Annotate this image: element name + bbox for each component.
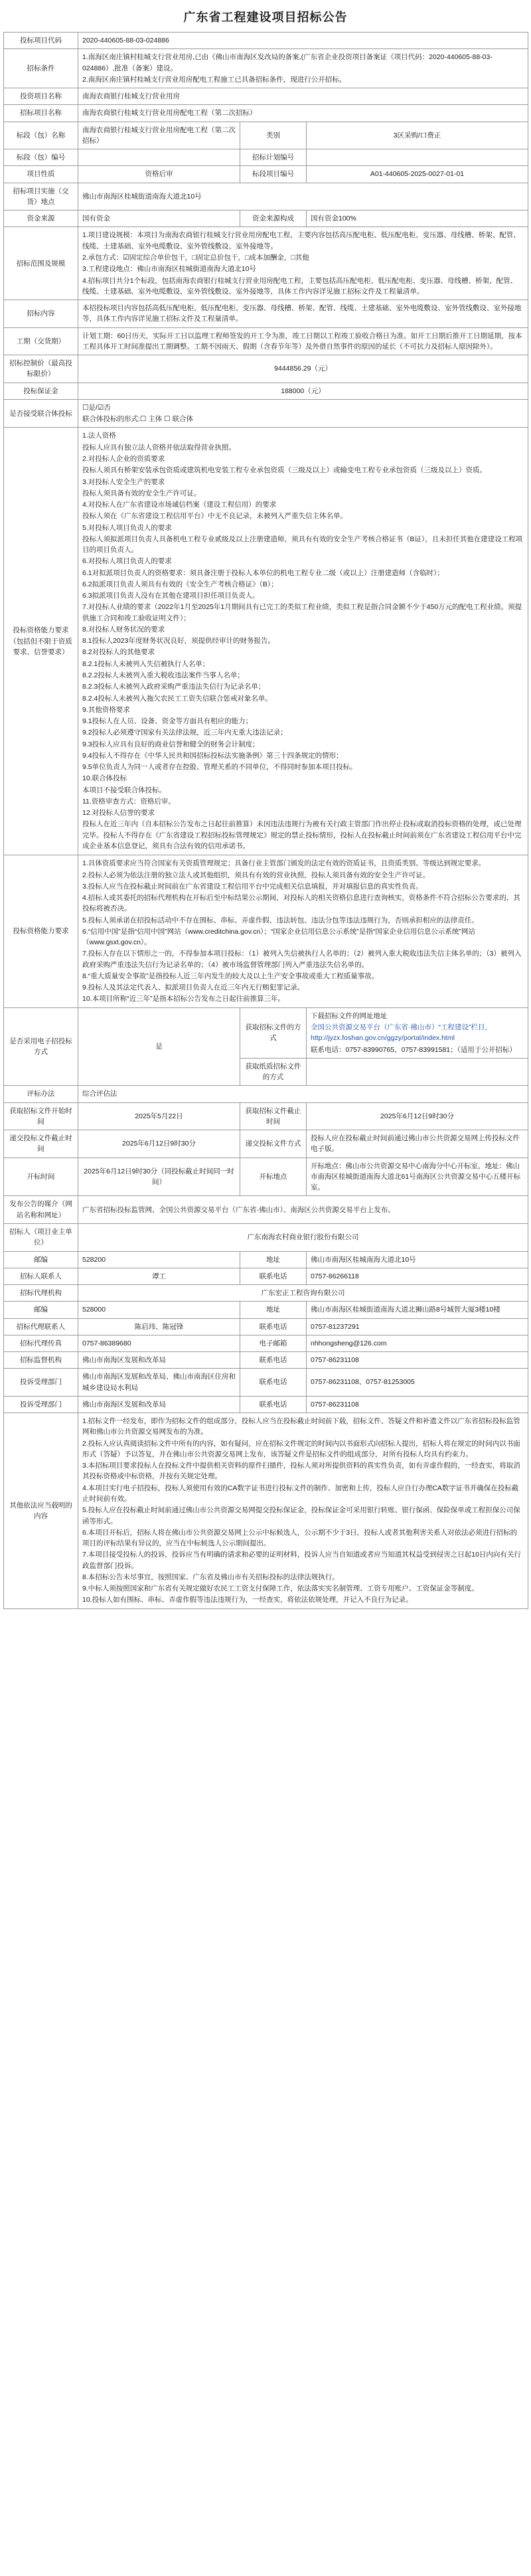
qualification-line: 9.其他资格要求 — [82, 705, 130, 714]
notice-table — [3, 32, 528, 1609]
qualification-line: 9.1投标人在人员、设备、资金等方面具有相应的能力； — [82, 717, 253, 726]
label-qualification: 投标资格能力要求（包括但不限于资质要求、信誉要求） — [4, 428, 78, 855]
qualification-line: 投标人须在《广东省建设工程信用平台》中无不良记录，未被列入严重失信主体名单。 — [82, 512, 347, 521]
qualification-line: 8.2.3投标人未被列入政府采购严重违法失信行为记录名单； — [82, 683, 266, 691]
notes-line: 5.投标人应在投标截止时间前通过佛山市公共资源交易网提交投标保证金，投标保证金可采用银行转账、银行保函、保险保单或工程担保公司保函等形式。 — [82, 1506, 520, 1525]
row-eval-method — [4, 1086, 528, 1102]
other-qualification-line: 1.具体资质要求应当符合国家有关资质管理规定；具备行业主管部门颁发的法定有效的资质证书，且资质类别、等级达到规定要求。 — [82, 859, 486, 868]
label-tenderer-phone: 联系电话 — [240, 1268, 307, 1284]
value-open-time: 2025年6月12日9时30分（同投标截止时间同一时间） — [78, 1158, 240, 1196]
value-e-bid: 是 — [78, 1007, 240, 1086]
row-deposit — [4, 383, 528, 399]
value-agency-phone: 0757-81237291 — [307, 1318, 528, 1335]
qualification-line: 12.对投标人信誉的要求 — [82, 809, 155, 817]
row-agency-contact — [4, 1318, 528, 1335]
value-qualification — [78, 428, 528, 855]
label-deposit: 投标保证金 — [4, 383, 78, 399]
row-tenderer-contact — [4, 1268, 528, 1284]
label-plan-code: 招标计划编号 — [240, 149, 307, 166]
row-e-bid — [4, 1007, 528, 1058]
notes-line: 9.中标人须按照国家和广东省有关规定做好农民工工资支付保障工作，依法落实实名制管理、工资专用账户、工资保证金等制度。 — [82, 1585, 479, 1593]
value-funding: 国有资金 — [78, 211, 240, 227]
other-qualification-line: 7.投标人存在以下情形之一的，不得参加本项目投标：（1）被列入失信被执行人名单的；（2）被列入重大税收违法失信主体名单的；（3）被列入政府采购严重违法失信行为记录名单的；（4）被市场监督管理部门列入严重违法失信名单的。 — [82, 950, 522, 969]
qualification-line: 8.2.4投标人未被列入拖欠农民工工资失信联合惩戒对象名单。 — [82, 694, 272, 703]
label-get-end-time: 获取招标文件截止时间 — [240, 1102, 307, 1130]
consortium-line: ☐是/☑否 — [82, 403, 111, 412]
label-section: 标段（包）名称 — [4, 122, 78, 149]
label-e-bid: 是否采用电子招投标方式 — [4, 1007, 78, 1086]
label-agency-zip: 邮编 — [4, 1302, 78, 1318]
row-limit-price — [4, 355, 528, 383]
value-agency-contact: 陈启玮、陈冠锋 — [78, 1318, 240, 1335]
value-complaint: 佛山市南海区发展和改革局、佛山市南海区住房和城乡建设局水利局 — [78, 1369, 240, 1397]
label-paper-method: 获取纸质招标文件的方式 — [240, 1058, 307, 1086]
value-complaint-phone: 0757-86231108、0757-81253005 — [307, 1369, 528, 1397]
value-tenderer-contact: 谭工 — [78, 1268, 240, 1284]
row-agency-zip — [4, 1302, 528, 1318]
label-open-time: 开标时间 — [4, 1158, 78, 1196]
row-conditions — [4, 49, 528, 88]
label-agency-phone: 联系电话 — [240, 1318, 307, 1335]
value-agency: 广东宏正工程咨询有限公司 — [78, 1285, 528, 1302]
label-content: 招标内容 — [4, 300, 78, 328]
value-deposit: 188000（元） — [78, 383, 528, 399]
label-tenderer: 招标人（项目业主单位） — [4, 1223, 78, 1251]
qualification-line: 投标人须具有桥架安装承包资质或建筑机电安装工程专业承包资质（三级及以上）或输变电工程专业承包资质（三级及以上）资质。 — [82, 466, 487, 475]
row-complaint — [4, 1369, 528, 1397]
get-method-title: 下载招标文件的网址地址 — [311, 1011, 388, 1020]
notes-line: 10.投标人如有围标、串标、弄虚作假等违法违规行为，一经查实，将依法依规处理，并记入不良行为记录。 — [82, 1596, 413, 1604]
qualification-line: 7.对投标人业绩的要求（2022年1月至2025年1月期间具有已完工的类似工程业绩，类似工程是指合同金额不少于450万元的配电工程业绩。须提供施工合同和竣工验收证明文件）； — [82, 603, 522, 622]
scope-line: 4.招标项目共分1个标段，包括南海农商银行桂城支行营业用房配电工程，主要包括高压配电柜、低压配电柜、变压器、母线槽、桥架、配管、线缆、土建基础、室外电缆敷设、室外管线敷设、室外接地等，具体工作内容详见施工招标文件及工程量清单。 — [82, 276, 518, 296]
value-conditions — [78, 49, 528, 88]
qualification-line: 6.2拟派项目负责人须具有有效的《安全生产考核合格证》（B）； — [82, 580, 278, 588]
label-other-qualification: 投标资格能力要求 — [4, 855, 78, 1007]
value-project-code: 2020-440605-88-03-024886 — [78, 33, 528, 49]
value-limit-price — [78, 355, 528, 383]
label-get-time: 获取招标文件开始时间 — [4, 1102, 78, 1130]
qualification-line: 6.3拟派项目负责人没有在其他在建项目担任项目负责人。 — [82, 592, 260, 600]
row-media — [4, 1196, 528, 1224]
conditions-line: 2.南海区南庄镇村桂城支行营业用房配电工程施工已具备招标条件，现进行公开招标。 — [82, 75, 346, 84]
value-nature-code: A01-440605-2025-0027-01-01 — [307, 166, 528, 183]
qualification-line: 2.对投标人企业的资质要求 — [82, 454, 165, 463]
value-tenderer-addr: 佛山市南海区桂城南海大道北10号 — [307, 1251, 528, 1268]
qualification-line: 9.4投标人不得存在《中华人民共和国招标投标法实施条例》第三十四条规定的情形； — [82, 751, 343, 760]
notice-title: 广东省工程建设项目招标公告 — [183, 11, 348, 24]
value-tenderer-phone: 0757-86266118 — [307, 1268, 528, 1284]
value-other-qualification — [78, 855, 528, 1007]
label-tender-project-name: 招标项目名称 — [4, 105, 78, 122]
label-agency: 招标代理机构 — [4, 1285, 78, 1302]
qualification-line: 10.联合体投标 — [82, 774, 127, 783]
limit-price-unit: （元） — [311, 365, 332, 373]
label-supervisor-phone: 联系电话 — [240, 1352, 307, 1369]
other-qualification-line: 8.“重大质量安全事故”是指投标人近三年内发生的较大及以上生产安全事故或重大工程质量事故。 — [82, 972, 379, 980]
scope-line: 1.项目建设规模：本项目为南海农商银行桂城支行营业用房配电工程，主要内容包括高压配电柜、低压配电柜、变压器、母线槽、桥架、配管、线缆、土建基础、室外电缆敷设、室外管线敷设、室外接地等。 — [82, 231, 520, 250]
qualification-line: 3.对投标人安全生产的要求 — [82, 477, 165, 486]
label-section-type: 类别 — [240, 122, 307, 149]
value-section-type: 3区采购/口费正 — [307, 122, 528, 149]
qualification-line: 投标人应具有独立法人资格并依法取得营业执照。 — [82, 443, 236, 452]
value-agency-email: nhhongsheng@126.com — [307, 1335, 528, 1351]
value-section: 南海农商银行桂城支行营业用房配电工程（第二次招标） — [78, 122, 240, 149]
label-nature: 项目性质 — [4, 166, 78, 183]
get-method-url-link[interactable]: 全国公共资源交易平台（广东省·佛山市）“工程建设”栏目，http://jyzx.foshan.gov.cn/ggzy/portal/index.html — [311, 1023, 492, 1043]
label-section-code: 标段（包）编号 — [4, 149, 78, 166]
row-consortium — [4, 399, 528, 428]
row-qualification — [4, 428, 528, 855]
value-submit-time: 2025年6月12日9时30分 — [78, 1130, 240, 1158]
value-consortium — [78, 399, 528, 428]
row-tenderer-zip — [4, 1251, 528, 1268]
scope-line: 3.工程建设地点：佛山市南海区桂城街道南海大道北10号 — [82, 265, 256, 274]
qualification-line: 投标人须具备有效的安全生产许可证。 — [82, 489, 201, 497]
label-scope: 招标范围及规模 — [4, 227, 78, 300]
other-qualification-line: 2.投标人必须为依法注册的独立法人或其他组织，须具有有效的营业执照，投标人须具备有效的安全生产许可证。 — [82, 871, 430, 879]
label-consortium: 是否接受联合体投标 — [4, 399, 78, 428]
value-agency-addr: 佛山市南海区桂城街道南海大道北狮山路8号城智大厦3楼10楼 — [307, 1302, 528, 1318]
value-agency-zip: 528000 — [78, 1302, 240, 1318]
value-get-end-time: 2025年6月12日9时30分 — [307, 1102, 528, 1130]
value-project-name: 南海农商银行桂城支行营业用房 — [78, 88, 528, 105]
label-complaint: 投诉受理部门 — [4, 1369, 78, 1397]
row-content — [4, 300, 528, 328]
consortium-line: 联合体投标的形式:☐ 主体 ☐ 联合体 — [82, 415, 193, 424]
row-agency — [4, 1285, 528, 1302]
scope-line: 2.承包方式：☑固定综合单价包干，□固定总价包干，□成本加酬金，□其他 — [82, 253, 309, 262]
other-qualification-line: 4.招标人或其委托的招标代理机构在开标后至中标结果公示期间，对投标人的相关资格信息进行查询核实，资格条件不符合招标公告要求的，其投标将被否决。 — [82, 894, 520, 913]
label-limit-price: 招标控制价（最高投标限价） — [4, 355, 78, 383]
value-agency-fax: 0757-86389680 — [78, 1335, 240, 1351]
qualification-line: 9.3投标人应具有良好的商业信誉和健全的财务会计制度； — [82, 740, 260, 748]
row-open-time — [4, 1158, 528, 1196]
value-eval-method: 综合评估法 — [78, 1086, 528, 1102]
label-tenderer-contact: 招标人联系人 — [4, 1268, 78, 1284]
label-open-place: 开标地点 — [240, 1158, 307, 1196]
row-section-code — [4, 149, 528, 166]
label-agency-contact: 招标代理联系人 — [4, 1318, 78, 1335]
qualification-line: 8.2.2投标人未被列入重大税收违法案件当事人名单； — [82, 671, 244, 680]
qualification-line: 投标人在近三年内（自本招标公告发布之日起往前推算）未因违法违规行为被有关行政主管部门作出停止投标或取消投标资格的处理，或已处理完毕。投标人不得存在《广东省建设工程招标投标管理规定》规定的禁止投标情形，投标人在投标截止时间前须在广东省建设工程信用平台中完成企业基本信息登记，须具有合法有效的信用承诺书。 — [82, 820, 522, 850]
qualification-line: 9.2投标人必须遵守国家有关法律法规，近三年内无重大违法记录； — [82, 729, 287, 737]
other-qualification-line: 3.投标人应当在投标截止时间前在广东省建设工程信用平台中完成相关信息填报，并对填报信息的真实性负责。 — [82, 882, 423, 891]
notice-page — [3, 0, 528, 1609]
value-tenderer: 广东南海农村商业银行股份有限公司 — [78, 1223, 528, 1251]
value-funding-structure: 国有资金100% — [307, 211, 528, 227]
qualification-line: 6.对投标人项目负责人的要求 — [82, 557, 172, 566]
get-method-phone: 联系电话：0757-83990765、0757-83991581；（适用于公开招标） — [311, 1045, 516, 1054]
value-tender-project-name: 南海农商银行桂城支行营业用房配电工程（第二次招标） — [78, 105, 528, 122]
label-conditions: 招标条件 — [4, 49, 78, 88]
row-tenderer — [4, 1223, 528, 1251]
label-funding: 资金来源 — [4, 211, 78, 227]
value-supervisor-phone: 0757-86231108 — [307, 1352, 528, 1369]
label-nature-code: 标段项目编号 — [240, 166, 307, 183]
row-funding — [4, 211, 528, 227]
label-tenderer-addr: 地址 — [240, 1251, 307, 1268]
row-location — [4, 183, 528, 211]
label-eval-method: 评标办法 — [4, 1086, 78, 1102]
label-complaint-phone: 联系电话 — [240, 1369, 307, 1397]
value-supervisor: 佛山市南海区发展和改革局 — [78, 1352, 240, 1369]
value-open-place: 开标地点：佛山市公共资源交易中心南海分中心开标室，地址：佛山市南海区桂城街道南海大道北61号南海区公共资源交易中心五楼开标室。 — [307, 1158, 528, 1196]
value-section-code — [78, 149, 240, 166]
row-submit-time — [4, 1130, 528, 1158]
value-nature: 资格后审 — [78, 166, 240, 183]
value-duration — [78, 327, 528, 355]
row-other-qualification — [4, 855, 528, 1007]
qualification-line: 8.1投标人2023年度财务状况良好，须提供经审计的财务报告。 — [82, 637, 275, 645]
label-complaint2: 投诉受理部门 — [4, 1396, 78, 1413]
value-scope — [78, 227, 528, 300]
qualification-line: 8.对投标人财务状况的要求 — [82, 625, 165, 634]
value-location: 佛山市南海区桂城街道南海大道北10号 — [78, 183, 528, 211]
label-supervisor: 招标监督机构 — [4, 1352, 78, 1369]
other-qualification-line: 5.投标人须承诺在招投标活动中不存在围标、串标、弄虚作假、违法转包、违法分包等违法违规行为，否则承担相应的法律责任。 — [82, 916, 479, 924]
row-project-code — [4, 33, 528, 49]
other-qualification-line: 6.“信用中国”是指“信用中国”网站（www.creditchina.gov.cn）；“国家企业信用信息公示系统”是指“国家企业信用信息公示系统”网站（www.gsxt.gov.cn）。 — [82, 927, 475, 947]
row-nature — [4, 166, 528, 183]
value-media: 广东省招标投标监管网、全国公共资源交易平台（广东省·佛山市）、南海区公共资源交易平台上发布。 — [78, 1196, 528, 1224]
value-complaint2-phone: 0757-86231108 — [307, 1396, 528, 1413]
label-tenderer-zip: 邮编 — [4, 1251, 78, 1268]
notes-line: 6.本项目开标后，招标人将在佛山市公共资源交易网上公示中标候选人，公示期不少于3日，投标人或者其他利害关系人对依法必须进行招标的项目的评标结果有异议的，应当在中标候选人公示期间提出。 — [82, 1528, 518, 1548]
content-line: 本招投标项目内容包括高低压配电柜、低压配电柜、变压器、母线槽、桥架、配管、线缆、土建基础、室外电缆敷设、室外管线敷设、室外接地等，具体工作内容详见施工招标文件及工程量清单。 — [82, 304, 522, 323]
label-notes: 其他依法应当载明的内容 — [4, 1413, 78, 1609]
value-plan-code — [307, 149, 528, 166]
other-qualification-line: 9.投标人及其法定代表人、拟派项目负责人在近三年内无行贿犯罪记录。 — [82, 984, 305, 992]
notes-line: 3.本招标项目要求投标人在投标文件中提供相关资料的原件扫描件，投标人须对所提供资料的真实性负责，如有弄虚作假的，一经查实，将取消其投标资格或中标资格，并按有关规定处理。 — [82, 1462, 520, 1481]
qualification-line: 本项目不接受联合体投标。 — [82, 786, 166, 794]
label-agency-email: 电子邮箱 — [240, 1335, 307, 1351]
value-notes — [78, 1413, 528, 1609]
qualification-line: 4.对投标人在广东省建设市场诚信档案（建设工程信用）的要求 — [82, 501, 277, 509]
value-get-method — [307, 1007, 528, 1058]
row-notes — [4, 1413, 528, 1609]
qualification-line: 6.1对拟派项目负责人的资格要求：须具备注册于投标人本单位的机电工程专业二级（或以上）注册建造师（含临时）； — [82, 568, 444, 577]
label-media: 发布公告的媒介（网站名称和网址） — [4, 1196, 78, 1224]
row-complaint2 — [4, 1396, 528, 1413]
label-submit-time: 递交投标文件截止时间 — [4, 1130, 78, 1158]
row-supervisor — [4, 1352, 528, 1369]
value-content — [78, 300, 528, 328]
value-complaint2: 佛山市南海区发展和改革局 — [78, 1396, 240, 1413]
notes-line: 7.本项目接受投标人的投诉，投诉应当有明确的请求和必要的证明材料，投诉人应当自知道或者应当知道其权益受到侵害之日起10日内向有关行政监督部门投诉。 — [82, 1551, 521, 1570]
qualification-line: 8.2对投标人的其他要求 — [82, 648, 155, 657]
row-tender-project-name — [4, 105, 528, 122]
label-agency-fax: 招标代理传真 — [4, 1335, 78, 1351]
duration-line: 计划工期：60日历天，实际开工日以监理工程师签发的开工令为准，竣工日期以工程竣工验收合格日为准。如开工日期后推开工日期延期，按本工程具体开工时间准提出工期调整。工期不因雨天、假期（含春节年等）及外借自然事件的原因的延长（不可抗力及招标人原因除外）。 — [82, 331, 522, 351]
value-submit-method: 投标人应在投标截止时间前通过佛山市公共资源交易网上传投标文件电子版。 — [307, 1130, 528, 1158]
notes-line: 1.招标文件一经发布，即作为招标文件的组成部分，投标人应当在投标截止时间前下载，招标文件、答疑文件和补遗文件以广东省招标投标监管网和佛山市公共资源交易网发布的为准。 — [82, 1417, 520, 1436]
label-submit-method: 递交投标文件方式 — [240, 1130, 307, 1158]
qualification-line: 1.法人资格 — [82, 432, 116, 440]
label-project-code: 投标项目代码 — [4, 33, 78, 49]
row-section — [4, 122, 528, 149]
row-agency-fax — [4, 1335, 528, 1351]
label-get-method: 获取招标文件的方式 — [240, 1007, 307, 1058]
other-qualification-line: 10.本项目所称“近三年”是指本招标公告发布之日起往前推算三年。 — [82, 995, 285, 1003]
qualification-line: 5.对投标人项目负责人的要求 — [82, 523, 172, 532]
value-get-time: 2025年5月22日 — [78, 1102, 240, 1130]
label-duration: 工期（交货期） — [4, 327, 78, 355]
row-get-time — [4, 1102, 528, 1130]
notes-line: 4.本项目实行电子招投标，投标人须使用有效的CA数字证书进行投标文件的制作、加密和上传，投标人应自行办理CA数字证书并确保在投标截止时间前有效。 — [82, 1484, 519, 1503]
row-project-name — [4, 88, 528, 105]
value-tenderer-zip: 528200 — [78, 1251, 240, 1268]
qualification-line: 9.5单位负责人为同一人或者存在控股、管理关系的不同单位，不得同时参加本项目投标。 — [82, 763, 357, 772]
conditions-line: 1.南海区南庄镇村桂城支行营业用房,已由《佛山市南海区发改局的备案,(广东省企业投资项目备案证《项目代码：2020-440605-88-03-024886）,批准（备案）建设。 — [82, 53, 493, 72]
qualification-line: 投标人须拟派项目负责人具备机电工程专业贰级及以上注册建造师，须具有有效的安全生产考核合格证书（B证），且未担任其他在建建设工程项目的项目负责人。 — [82, 535, 523, 555]
label-project-name: 投资项目名称 — [4, 88, 78, 105]
notes-line: 2.投标人应认真阅读招标文件中所有的内容，如有疑问，应在招标文件规定的时间内以书面形式向招标人提出，招标人将在规定的时间内以书面形式（答疑）予以答复，并在佛山市公共资源交易网上发布，该答疑文件是招标文件的组成部分，对所有投标人均具有约束力。 — [82, 1439, 520, 1458]
value-paper-method — [307, 1058, 528, 1086]
limit-price-amount: 9444856.29 — [274, 365, 311, 373]
label-agency-addr: 地址 — [240, 1302, 307, 1318]
row-duration — [4, 327, 528, 355]
label-location: 招标项目实施（交货）地点 — [4, 183, 78, 211]
label-funding-structure: 资金来源构成 — [240, 211, 307, 227]
notes-line: 8.本招标公告未尽事宜，按照国家、广东省及佛山市有关招标投标的法律法规执行。 — [82, 1573, 339, 1581]
row-scope — [4, 227, 528, 300]
label-complaint2-phone: 联系电话 — [240, 1396, 307, 1413]
qualification-line: 8.2.1投标人未被列入失信被执行人名单； — [82, 659, 210, 668]
qualification-line: 11.资格审查方式：资格后审。 — [82, 797, 175, 806]
